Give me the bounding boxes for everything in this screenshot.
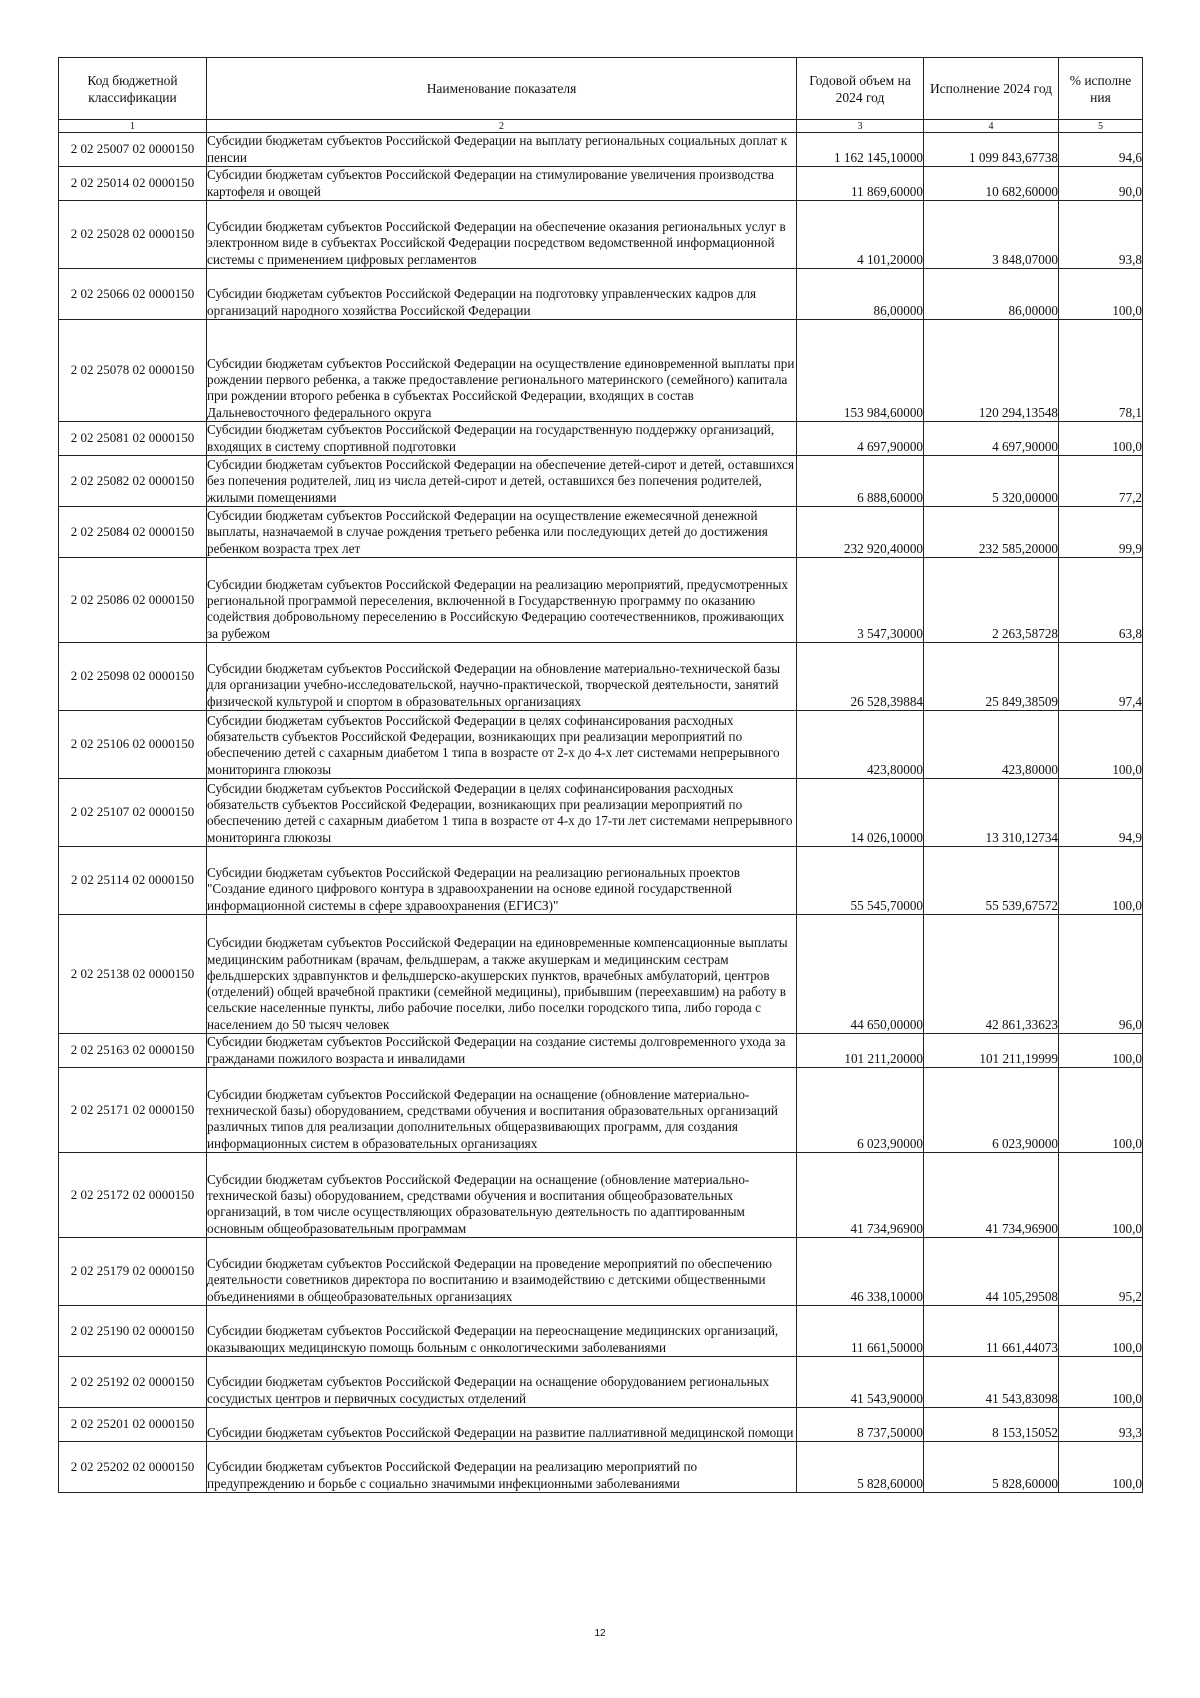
row-plan-value: 6 888,60000 [797, 456, 924, 507]
row-plan-value: 41 543,90000 [797, 1357, 924, 1408]
row-execution-value: 101 211,19999 [924, 1034, 1059, 1068]
row-name: Субсидии бюджетам субъектов Российской Федерации на переоснащение медицинских организаций, оказывающих медицинскую помощь больным с онкологическими заболеваниями [207, 1306, 797, 1357]
row-code: 2 02 25172 02 0000150 [59, 1153, 207, 1238]
row-plan-value: 1 162 145,10000 [797, 133, 924, 167]
row-code: 2 02 25007 02 0000150 [59, 133, 207, 167]
row-percent: 100,0 [1059, 1153, 1143, 1238]
column-number: 1 [59, 120, 207, 133]
row-code: 2 02 25202 02 0000150 [59, 1442, 207, 1493]
row-execution-value: 44 105,29508 [924, 1238, 1059, 1306]
table-row [59, 1034, 1143, 1068]
row-execution-value: 11 661,44073 [924, 1306, 1059, 1357]
row-execution-value: 8 153,15052 [924, 1408, 1059, 1442]
column-number: 2 [207, 120, 797, 133]
row-execution-value: 25 849,38509 [924, 643, 1059, 711]
row-code: 2 02 25190 02 0000150 [59, 1306, 207, 1357]
table-row [59, 1238, 1143, 1306]
row-name: Субсидии бюджетам субъектов Российской Федерации на осуществление ежемесячной денежной выплаты, назначаемой в случае рождения третьего ребенка или последующих детей до достижения ребенком возраста трех лет [207, 507, 797, 558]
row-execution-value: 42 861,33623 [924, 915, 1059, 1034]
row-name: Субсидии бюджетам субъектов Российской Федерации на оснащение (обновление материально-технической базы) оборудованием, средствами обучения и воспитания образовательных организаций различных типов для реализации дополнительных общеразвивающих программ, для создания информационных систем в образовательных организациях [207, 1068, 797, 1153]
table-row [59, 507, 1143, 558]
row-execution-value: 86,00000 [924, 269, 1059, 320]
row-plan-value: 11 661,50000 [797, 1306, 924, 1357]
table-row [59, 133, 1143, 167]
table-row [59, 269, 1143, 320]
table-row [59, 1442, 1143, 1493]
row-plan-value: 5 828,60000 [797, 1442, 924, 1493]
table-row [59, 201, 1143, 269]
header-row [59, 58, 1143, 120]
row-name: Субсидии бюджетам субъектов Российской Федерации на оснащение оборудованием региональных сосудистых центров и первичных сосудистых отделений [207, 1357, 797, 1408]
row-plan-value: 6 023,90000 [797, 1068, 924, 1153]
row-name: Субсидии бюджетам субъектов Российской Федерации на государственную поддержку организаций, входящих в систему спортивной подготовки [207, 422, 797, 456]
row-code: 2 02 25107 02 0000150 [59, 779, 207, 847]
table-row [59, 1306, 1143, 1357]
row-percent: 100,0 [1059, 847, 1143, 915]
row-percent: 100,0 [1059, 1442, 1143, 1493]
row-percent: 100,0 [1059, 422, 1143, 456]
row-percent: 100,0 [1059, 1034, 1143, 1068]
row-execution-value: 120 294,13548 [924, 320, 1059, 422]
row-code: 2 02 25179 02 0000150 [59, 1238, 207, 1306]
table-row [59, 1408, 1143, 1442]
row-name: Субсидии бюджетам субъектов Российской Федерации на единовременные компенсационные выплаты медицинским работникам (врачам, фельдшерам, а также акушеркам и медицинским сестрам фельдшерских здравпунктов и фельдшерско-акушерских пунктов, врачебных амбулаторий, центров (отделений) общей врачебной практики (семейной медицины), прибывшим (переехавшим) на работу в сельские населенные пункты, либо рабочие поселки, либо поселки городского типа, либо города с населением до 50 тысяч человек [207, 915, 797, 1034]
row-percent: 100,0 [1059, 1068, 1143, 1153]
row-plan-value: 153 984,60000 [797, 320, 924, 422]
row-name: Субсидии бюджетам субъектов Российской Федерации на развитие паллиативной медицинской помощи [207, 1408, 797, 1442]
table-row [59, 1068, 1143, 1153]
row-percent: 90,0 [1059, 167, 1143, 201]
table-row [59, 456, 1143, 507]
row-percent: 93,3 [1059, 1408, 1143, 1442]
row-percent: 94,9 [1059, 779, 1143, 847]
header-plan: Годовой объем на 2024 год [797, 58, 924, 120]
row-plan-value: 232 920,40000 [797, 507, 924, 558]
page-number: 12 [594, 1628, 606, 1639]
row-name: Субсидии бюджетам субъектов Российской Федерации на реализацию мероприятий, предусмотренных региональной программой переселения, включенной в Государственную программу по оказанию содействия добровольному переселению в Российскую Федерацию соотечественников, проживающих за рубежом [207, 558, 797, 643]
row-name: Субсидии бюджетам субъектов Российской Федерации в целях софинансирования расходных обязательств субъектов Российской Федерации, возникающих при реализации мероприятий по обеспечению детей с сахарным диабетом 1 типа в возрасте от 4-х до 17-ти лет системами непрерывного мониторинга глюкозы [207, 779, 797, 847]
column-number: 4 [924, 120, 1059, 133]
table-row [59, 167, 1143, 201]
table-row [59, 847, 1143, 915]
header-execution: Исполнение 2024 год [924, 58, 1059, 120]
row-name: Субсидии бюджетам субъектов Российской Федерации на стимулирование увеличения производства картофеля и овощей [207, 167, 797, 201]
row-plan-value: 44 650,00000 [797, 915, 924, 1034]
row-execution-value: 4 697,90000 [924, 422, 1059, 456]
row-code: 2 02 25171 02 0000150 [59, 1068, 207, 1153]
row-name: Субсидии бюджетам субъектов Российской Федерации на обеспечение детей-сирот и детей, оставшихся без попечения родителей, лиц из числа детей-сирот и детей, оставшихся без попечения родителей, жилыми помещениями [207, 456, 797, 507]
row-code: 2 02 25114 02 0000150 [59, 847, 207, 915]
row-percent: 99,9 [1059, 507, 1143, 558]
row-name: Субсидии бюджетам субъектов Российской Федерации на обновление материально-технической базы для организации учебно-исследовательской, научно-практической, творческой деятельности, занятий физической культурой и спортом в образовательных организациях [207, 643, 797, 711]
row-name: Субсидии бюджетам субъектов Российской Федерации в целях софинансирования расходных обязательств субъектов Российской Федерации, возникающих при реализации мероприятий по обеспечению детей с сахарным диабетом 1 типа в возрасте от 2-х до 4-х лет системами непрерывного мониторинга глюкозы [207, 711, 797, 779]
row-code: 2 02 25082 02 0000150 [59, 456, 207, 507]
row-code: 2 02 25138 02 0000150 [59, 915, 207, 1034]
row-plan-value: 26 528,39884 [797, 643, 924, 711]
column-number: 3 [797, 120, 924, 133]
row-code: 2 02 25163 02 0000150 [59, 1034, 207, 1068]
table-row [59, 558, 1143, 643]
row-code: 2 02 25106 02 0000150 [59, 711, 207, 779]
row-percent: 96,0 [1059, 915, 1143, 1034]
row-code: 2 02 25078 02 0000150 [59, 320, 207, 422]
table-row [59, 915, 1143, 1034]
row-plan-value: 46 338,10000 [797, 1238, 924, 1306]
row-execution-value: 2 263,58728 [924, 558, 1059, 643]
row-execution-value: 5 828,60000 [924, 1442, 1059, 1493]
row-code: 2 02 25086 02 0000150 [59, 558, 207, 643]
row-execution-value: 10 682,60000 [924, 167, 1059, 201]
row-plan-value: 14 026,10000 [797, 779, 924, 847]
row-execution-value: 232 585,20000 [924, 507, 1059, 558]
row-name: Субсидии бюджетам субъектов Российской Федерации на подготовку управленческих кадров для организаций народного хозяйства Российской Федерации [207, 269, 797, 320]
row-execution-value: 41 543,83098 [924, 1357, 1059, 1408]
header-name: Наименование показателя [207, 58, 797, 120]
column-number-row [59, 120, 1143, 133]
table-row [59, 779, 1143, 847]
row-plan-value: 41 734,96900 [797, 1153, 924, 1238]
row-percent: 63,8 [1059, 558, 1143, 643]
row-code: 2 02 25028 02 0000150 [59, 201, 207, 269]
row-plan-value: 11 869,60000 [797, 167, 924, 201]
table-row [59, 643, 1143, 711]
table-row [59, 320, 1143, 422]
row-name: Субсидии бюджетам субъектов Российской Федерации на оснащение (обновление материально-технической базы) оборудованием, средствами обучения и воспитания общеобразовательных организаций, в том числе осуществляющих образовательную деятельность по адаптированным основным общеобразовательным программам [207, 1153, 797, 1238]
row-percent: 78,1 [1059, 320, 1143, 422]
row-plan-value: 101 211,20000 [797, 1034, 924, 1068]
row-plan-value: 3 547,30000 [797, 558, 924, 643]
header-percent: % исполне ния [1059, 58, 1143, 120]
row-name: Субсидии бюджетам субъектов Российской Федерации на проведение мероприятий по обеспечению деятельности советников директора по воспитанию и взаимодействию с детскими общественными объединениями в общеобразовательных организациях [207, 1238, 797, 1306]
row-execution-value: 3 848,07000 [924, 201, 1059, 269]
row-plan-value: 8 737,50000 [797, 1408, 924, 1442]
header-code: Код бюджетной классификации [59, 58, 207, 120]
table-body [59, 133, 1143, 1493]
row-code: 2 02 25098 02 0000150 [59, 643, 207, 711]
row-code: 2 02 25014 02 0000150 [59, 167, 207, 201]
row-execution-value: 41 734,96900 [924, 1153, 1059, 1238]
row-code: 2 02 25084 02 0000150 [59, 507, 207, 558]
row-execution-value: 423,80000 [924, 711, 1059, 779]
row-code: 2 02 25081 02 0000150 [59, 422, 207, 456]
row-code: 2 02 25192 02 0000150 [59, 1357, 207, 1408]
row-plan-value: 4 101,20000 [797, 201, 924, 269]
row-plan-value: 86,00000 [797, 269, 924, 320]
table-row [59, 422, 1143, 456]
row-code: 2 02 25201 02 0000150 [59, 1408, 207, 1442]
row-percent: 100,0 [1059, 269, 1143, 320]
row-execution-value: 5 320,00000 [924, 456, 1059, 507]
row-percent: 100,0 [1059, 1357, 1143, 1408]
row-name: Субсидии бюджетам субъектов Российской Федерации на реализацию мероприятий по предупреждению и борьбе с социально значимыми инфекционными заболеваниями [207, 1442, 797, 1493]
row-execution-value: 13 310,12734 [924, 779, 1059, 847]
row-name: Субсидии бюджетам субъектов Российской Федерации на обеспечение оказания региональных услуг в электронном виде в субъектах Российской Федерации посредством ведомственной информационной системы с применением цифровых регламентов [207, 201, 797, 269]
row-plan-value: 423,80000 [797, 711, 924, 779]
row-percent: 93,8 [1059, 201, 1143, 269]
row-percent: 100,0 [1059, 711, 1143, 779]
row-percent: 100,0 [1059, 1306, 1143, 1357]
row-percent: 94,6 [1059, 133, 1143, 167]
row-plan-value: 4 697,90000 [797, 422, 924, 456]
row-percent: 95,2 [1059, 1238, 1143, 1306]
row-plan-value: 55 545,70000 [797, 847, 924, 915]
row-execution-value: 6 023,90000 [924, 1068, 1059, 1153]
row-code: 2 02 25066 02 0000150 [59, 269, 207, 320]
column-number: 5 [1059, 120, 1143, 133]
table-row [59, 711, 1143, 779]
row-percent: 77,2 [1059, 456, 1143, 507]
table-row [59, 1357, 1143, 1408]
table-row [59, 1153, 1143, 1238]
row-execution-value: 55 539,67572 [924, 847, 1059, 915]
row-percent: 97,4 [1059, 643, 1143, 711]
row-name: Субсидии бюджетам субъектов Российской Федерации на реализацию региональных проектов "Создание единого цифрового контура в здравоохранении на основе единой государственной информационной системы в сфере здравоохранения (ЕГИСЗ)" [207, 847, 797, 915]
budget-execution-table [58, 57, 1143, 1493]
row-name: Субсидии бюджетам субъектов Российской Федерации на выплату региональных социальных доплат к пенсии [207, 133, 797, 167]
row-name: Субсидии бюджетам субъектов Российской Федерации на осуществление единовременной выплаты при рождении первого ребенка, а также предоставление регионального материнского (семейного) капитала при рождении второго ребенка в субъектах Российской Федерации, входящих в состав Дальневосточного федерального округа [207, 320, 797, 422]
row-execution-value: 1 099 843,67738 [924, 133, 1059, 167]
row-name: Субсидии бюджетам субъектов Российской Федерации на создание системы долговременного ухода за гражданами пожилого возраста и инвалидами [207, 1034, 797, 1068]
